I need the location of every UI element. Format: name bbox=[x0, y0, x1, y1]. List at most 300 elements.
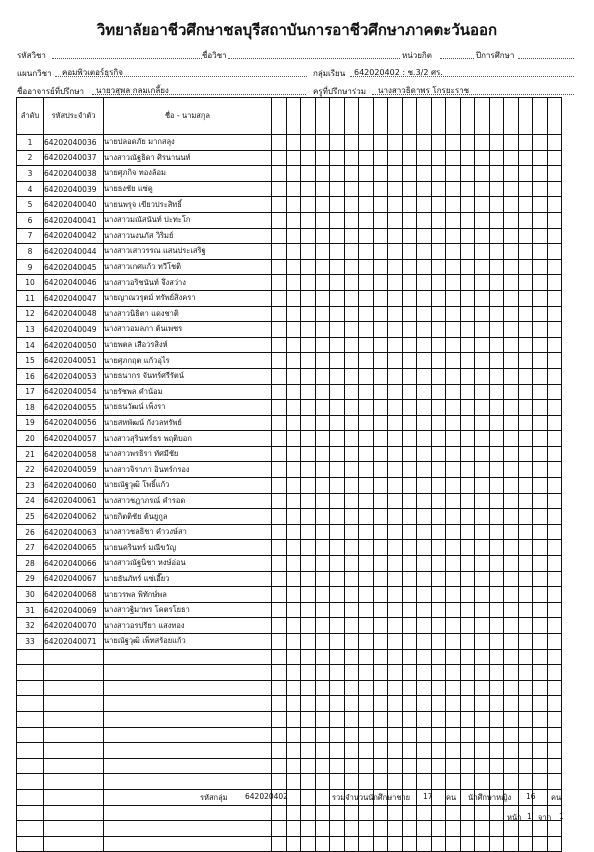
score-cell bbox=[489, 322, 504, 338]
score-cell bbox=[533, 446, 548, 462]
score-cell bbox=[402, 368, 417, 384]
score-cell bbox=[431, 306, 446, 322]
table-row bbox=[17, 478, 562, 494]
score-cell bbox=[417, 431, 432, 447]
score-cell bbox=[446, 805, 461, 821]
score-cell bbox=[475, 322, 490, 338]
score-cell bbox=[315, 337, 330, 353]
score-cell bbox=[431, 758, 446, 774]
score-cell bbox=[489, 696, 504, 712]
score-cell bbox=[344, 602, 359, 618]
score-cell bbox=[475, 556, 490, 572]
score-cell bbox=[286, 400, 301, 416]
footer-unit1: คน bbox=[446, 793, 457, 802]
score-cell bbox=[431, 368, 446, 384]
row-number: 31 bbox=[17, 602, 44, 618]
score-cell bbox=[460, 727, 475, 743]
score-cell bbox=[504, 743, 519, 759]
table-row bbox=[17, 337, 562, 353]
row-number: 9 bbox=[17, 259, 44, 275]
score-cell bbox=[373, 400, 388, 416]
score-cell bbox=[475, 493, 490, 509]
student-id: 64202040069 bbox=[44, 602, 104, 618]
col-id-header: รหัสประจำตัว bbox=[44, 98, 104, 135]
score-column-header bbox=[475, 98, 490, 135]
row-number bbox=[17, 665, 44, 681]
score-cell bbox=[272, 587, 287, 603]
score-cell bbox=[533, 571, 548, 587]
score-cell bbox=[344, 524, 359, 540]
score-cell bbox=[344, 821, 359, 837]
score-cell bbox=[344, 743, 359, 759]
score-cell bbox=[417, 680, 432, 696]
score-cell bbox=[504, 696, 519, 712]
row-number bbox=[17, 805, 44, 821]
score-cell bbox=[475, 665, 490, 681]
score-cell bbox=[446, 337, 461, 353]
row-number: 18 bbox=[17, 400, 44, 416]
score-cell bbox=[547, 758, 562, 774]
score-cell bbox=[489, 493, 504, 509]
score-cell bbox=[518, 758, 533, 774]
student-id: 64202040047 bbox=[44, 290, 104, 306]
score-cell bbox=[518, 571, 533, 587]
score-cell bbox=[504, 384, 519, 400]
score-cell bbox=[344, 711, 359, 727]
score-cell bbox=[272, 228, 287, 244]
score-cell bbox=[431, 665, 446, 681]
score-cell bbox=[344, 197, 359, 213]
table-row bbox=[17, 680, 562, 696]
score-cell bbox=[359, 540, 374, 556]
score-cell bbox=[460, 322, 475, 338]
score-cell bbox=[330, 602, 345, 618]
score-cell bbox=[388, 150, 403, 166]
score-cell bbox=[388, 322, 403, 338]
table-row bbox=[17, 353, 562, 369]
score-cell bbox=[359, 135, 374, 151]
score-cell bbox=[417, 368, 432, 384]
score-cell bbox=[301, 181, 316, 197]
score-cell bbox=[446, 400, 461, 416]
table-row bbox=[17, 150, 562, 166]
score-cell bbox=[489, 821, 504, 837]
score-cell bbox=[446, 197, 461, 213]
score-cell bbox=[460, 696, 475, 712]
score-cell bbox=[330, 556, 345, 572]
score-cell bbox=[272, 665, 287, 681]
score-cell bbox=[446, 384, 461, 400]
score-cell bbox=[301, 509, 316, 525]
score-cell bbox=[533, 135, 548, 151]
score-cell bbox=[547, 743, 562, 759]
score-cell bbox=[373, 462, 388, 478]
score-cell bbox=[431, 150, 446, 166]
score-cell bbox=[489, 244, 504, 260]
score-cell bbox=[518, 602, 533, 618]
score-cell bbox=[460, 212, 475, 228]
score-cell bbox=[417, 602, 432, 618]
score-cell bbox=[272, 524, 287, 540]
score-cell bbox=[533, 415, 548, 431]
score-cell bbox=[460, 431, 475, 447]
score-cell bbox=[431, 821, 446, 837]
score-cell bbox=[344, 228, 359, 244]
score-cell bbox=[431, 462, 446, 478]
row-number: 19 bbox=[17, 415, 44, 431]
table-row bbox=[17, 306, 562, 322]
score-cell bbox=[518, 415, 533, 431]
student-id bbox=[44, 680, 104, 696]
col-no-header: ลำดับ bbox=[17, 98, 44, 135]
roster-table bbox=[16, 97, 562, 852]
score-cell bbox=[533, 150, 548, 166]
score-cell bbox=[518, 774, 533, 790]
score-cell bbox=[489, 462, 504, 478]
footer-female-label: นักศึกษาหญิง bbox=[468, 793, 512, 802]
co-advisor-label: ครูที่ปรึกษาร่วม bbox=[313, 87, 366, 96]
row-number: 21 bbox=[17, 446, 44, 462]
score-cell bbox=[533, 197, 548, 213]
score-cell bbox=[547, 634, 562, 650]
score-cell bbox=[431, 493, 446, 509]
score-cell bbox=[301, 415, 316, 431]
score-cell bbox=[504, 665, 519, 681]
row-number bbox=[17, 789, 44, 805]
score-cell bbox=[301, 758, 316, 774]
score-cell bbox=[330, 212, 345, 228]
score-cell bbox=[446, 602, 461, 618]
table-row bbox=[17, 509, 562, 525]
score-cell bbox=[272, 181, 287, 197]
score-cell bbox=[388, 696, 403, 712]
score-cell bbox=[373, 384, 388, 400]
student-id: 64202040057 bbox=[44, 431, 104, 447]
student-name: นายนครินทร์ มณีขวัญ bbox=[104, 540, 272, 556]
score-cell bbox=[489, 743, 504, 759]
score-cell bbox=[388, 524, 403, 540]
score-cell bbox=[504, 400, 519, 416]
score-cell bbox=[315, 665, 330, 681]
score-cell bbox=[504, 540, 519, 556]
score-cell bbox=[446, 540, 461, 556]
score-cell bbox=[330, 181, 345, 197]
score-cell bbox=[272, 478, 287, 494]
score-cell bbox=[330, 509, 345, 525]
score-cell bbox=[301, 306, 316, 322]
score-cell bbox=[373, 743, 388, 759]
score-cell bbox=[373, 259, 388, 275]
score-cell bbox=[431, 634, 446, 650]
score-cell bbox=[272, 727, 287, 743]
score-cell bbox=[301, 493, 316, 509]
score-cell bbox=[547, 384, 562, 400]
score-cell bbox=[315, 696, 330, 712]
score-cell bbox=[402, 556, 417, 572]
score-cell bbox=[402, 400, 417, 416]
score-cell bbox=[315, 212, 330, 228]
score-cell bbox=[533, 680, 548, 696]
score-cell bbox=[504, 275, 519, 291]
score-cell bbox=[417, 462, 432, 478]
score-cell bbox=[475, 306, 490, 322]
score-cell bbox=[272, 711, 287, 727]
score-cell bbox=[475, 602, 490, 618]
score-cell bbox=[446, 181, 461, 197]
score-cell bbox=[402, 696, 417, 712]
score-cell bbox=[301, 727, 316, 743]
score-cell bbox=[373, 634, 388, 650]
score-cell bbox=[475, 228, 490, 244]
score-cell bbox=[359, 696, 374, 712]
table-row bbox=[17, 711, 562, 727]
score-cell bbox=[402, 244, 417, 260]
score-cell bbox=[301, 368, 316, 384]
score-cell bbox=[359, 322, 374, 338]
score-cell bbox=[388, 415, 403, 431]
score-cell bbox=[518, 212, 533, 228]
score-cell bbox=[460, 805, 475, 821]
score-cell bbox=[344, 337, 359, 353]
page-total: 1 bbox=[559, 812, 564, 821]
score-cell bbox=[504, 634, 519, 650]
score-cell bbox=[417, 571, 432, 587]
score-cell bbox=[359, 727, 374, 743]
score-cell bbox=[344, 727, 359, 743]
score-cell bbox=[547, 228, 562, 244]
score-cell bbox=[417, 540, 432, 556]
score-cell bbox=[388, 587, 403, 603]
score-cell bbox=[417, 696, 432, 712]
score-cell bbox=[402, 228, 417, 244]
score-cell bbox=[460, 446, 475, 462]
row-number bbox=[17, 711, 44, 727]
score-cell bbox=[460, 743, 475, 759]
score-cell bbox=[373, 244, 388, 260]
score-column-header bbox=[373, 98, 388, 135]
score-cell bbox=[359, 400, 374, 416]
score-cell bbox=[344, 244, 359, 260]
score-cell bbox=[373, 166, 388, 182]
score-cell bbox=[460, 665, 475, 681]
score-cell bbox=[547, 509, 562, 525]
score-cell bbox=[402, 197, 417, 213]
score-cell bbox=[547, 322, 562, 338]
score-cell bbox=[344, 306, 359, 322]
score-cell bbox=[315, 509, 330, 525]
score-cell bbox=[533, 556, 548, 572]
score-cell bbox=[359, 275, 374, 291]
student-id bbox=[44, 821, 104, 837]
score-cell bbox=[460, 181, 475, 197]
score-cell bbox=[272, 415, 287, 431]
score-cell bbox=[533, 212, 548, 228]
score-cell bbox=[286, 431, 301, 447]
score-cell bbox=[388, 618, 403, 634]
score-cell bbox=[489, 805, 504, 821]
score-cell bbox=[547, 166, 562, 182]
score-cell bbox=[286, 228, 301, 244]
score-cell bbox=[286, 353, 301, 369]
score-cell bbox=[373, 353, 388, 369]
score-cell bbox=[417, 805, 432, 821]
score-cell bbox=[330, 680, 345, 696]
student-name: นายสหพัฒน์ กังวลทรัพย์ bbox=[104, 415, 272, 431]
score-cell bbox=[533, 400, 548, 416]
score-cell bbox=[272, 384, 287, 400]
score-cell bbox=[286, 150, 301, 166]
score-cell bbox=[402, 135, 417, 151]
row-number bbox=[17, 758, 44, 774]
score-cell bbox=[518, 400, 533, 416]
score-cell bbox=[431, 322, 446, 338]
score-cell bbox=[504, 368, 519, 384]
score-cell bbox=[518, 228, 533, 244]
score-cell bbox=[272, 556, 287, 572]
score-cell bbox=[272, 462, 287, 478]
score-cell bbox=[330, 493, 345, 509]
score-cell bbox=[402, 337, 417, 353]
score-cell bbox=[547, 353, 562, 369]
score-cell bbox=[388, 135, 403, 151]
score-cell bbox=[388, 727, 403, 743]
score-cell bbox=[330, 259, 345, 275]
score-cell bbox=[446, 743, 461, 759]
score-cell bbox=[301, 696, 316, 712]
score-cell bbox=[417, 322, 432, 338]
student-id bbox=[44, 727, 104, 743]
score-cell bbox=[504, 135, 519, 151]
score-cell bbox=[315, 306, 330, 322]
score-cell bbox=[315, 150, 330, 166]
student-name: นางสาวชลธิชา คำวงษ์สา bbox=[104, 524, 272, 540]
student-name: นายศุภกิจ ทองล้อม bbox=[104, 166, 272, 182]
student-name: นายธนวัฒน์ เพ็งรา bbox=[104, 400, 272, 416]
score-cell bbox=[417, 587, 432, 603]
score-cell bbox=[388, 462, 403, 478]
score-cell bbox=[547, 524, 562, 540]
score-cell bbox=[286, 556, 301, 572]
table-row bbox=[17, 212, 562, 228]
score-cell bbox=[315, 634, 330, 650]
score-cell bbox=[518, 290, 533, 306]
score-cell bbox=[417, 774, 432, 790]
score-cell bbox=[460, 290, 475, 306]
score-cell bbox=[344, 368, 359, 384]
score-cell bbox=[330, 649, 345, 665]
score-cell bbox=[402, 602, 417, 618]
score-cell bbox=[475, 743, 490, 759]
score-cell bbox=[315, 290, 330, 306]
co-advisor-value: นางสาวธิดาพร โกรยะราช bbox=[378, 86, 470, 95]
score-cell bbox=[504, 727, 519, 743]
score-cell bbox=[489, 166, 504, 182]
score-cell bbox=[504, 337, 519, 353]
score-column-header bbox=[301, 98, 316, 135]
score-cell bbox=[359, 197, 374, 213]
score-cell bbox=[402, 680, 417, 696]
score-cell bbox=[518, 649, 533, 665]
score-cell bbox=[315, 322, 330, 338]
score-cell bbox=[330, 384, 345, 400]
score-cell bbox=[272, 150, 287, 166]
score-cell bbox=[373, 431, 388, 447]
student-id: 64202040063 bbox=[44, 524, 104, 540]
score-cell bbox=[301, 290, 316, 306]
score-cell bbox=[402, 493, 417, 509]
score-cell bbox=[315, 228, 330, 244]
score-cell bbox=[315, 680, 330, 696]
score-cell bbox=[547, 618, 562, 634]
score-cell bbox=[417, 758, 432, 774]
score-cell bbox=[431, 602, 446, 618]
score-cell bbox=[402, 524, 417, 540]
score-cell bbox=[402, 353, 417, 369]
score-cell bbox=[518, 634, 533, 650]
score-cell bbox=[518, 665, 533, 681]
score-cell bbox=[388, 197, 403, 213]
row-number: 20 bbox=[17, 431, 44, 447]
score-cell bbox=[402, 634, 417, 650]
score-cell bbox=[344, 665, 359, 681]
student-name: นางสาวพรธิรา ทัศมีชัย bbox=[104, 446, 272, 462]
score-cell bbox=[301, 431, 316, 447]
table-row bbox=[17, 493, 562, 509]
table-row bbox=[17, 727, 562, 743]
year-line bbox=[518, 58, 574, 59]
score-cell bbox=[475, 415, 490, 431]
score-cell bbox=[286, 758, 301, 774]
score-cell bbox=[489, 228, 504, 244]
score-cell bbox=[475, 509, 490, 525]
score-cell bbox=[547, 446, 562, 462]
score-cell bbox=[388, 384, 403, 400]
row-number bbox=[17, 727, 44, 743]
score-cell bbox=[402, 150, 417, 166]
score-cell bbox=[315, 774, 330, 790]
student-id: 64202040048 bbox=[44, 306, 104, 322]
score-cell bbox=[460, 478, 475, 494]
score-column-header bbox=[547, 98, 562, 135]
score-cell bbox=[359, 758, 374, 774]
score-cell bbox=[460, 587, 475, 603]
table-row bbox=[17, 135, 562, 151]
score-cell bbox=[504, 602, 519, 618]
score-cell bbox=[402, 649, 417, 665]
score-cell bbox=[388, 602, 403, 618]
score-cell bbox=[373, 306, 388, 322]
score-cell bbox=[315, 618, 330, 634]
score-cell bbox=[533, 758, 548, 774]
row-number: 8 bbox=[17, 244, 44, 260]
credits-label: หน่วยกิต bbox=[402, 51, 432, 60]
score-cell bbox=[272, 212, 287, 228]
score-cell bbox=[489, 400, 504, 416]
score-cell bbox=[373, 680, 388, 696]
score-cell bbox=[489, 181, 504, 197]
student-name bbox=[104, 680, 272, 696]
score-cell bbox=[417, 711, 432, 727]
score-cell bbox=[475, 212, 490, 228]
row-number: 26 bbox=[17, 524, 44, 540]
score-cell bbox=[431, 774, 446, 790]
row-number: 25 bbox=[17, 509, 44, 525]
score-cell bbox=[446, 509, 461, 525]
row-number: 28 bbox=[17, 556, 44, 572]
score-cell bbox=[489, 711, 504, 727]
score-cell bbox=[388, 540, 403, 556]
student-id: 64202040059 bbox=[44, 462, 104, 478]
